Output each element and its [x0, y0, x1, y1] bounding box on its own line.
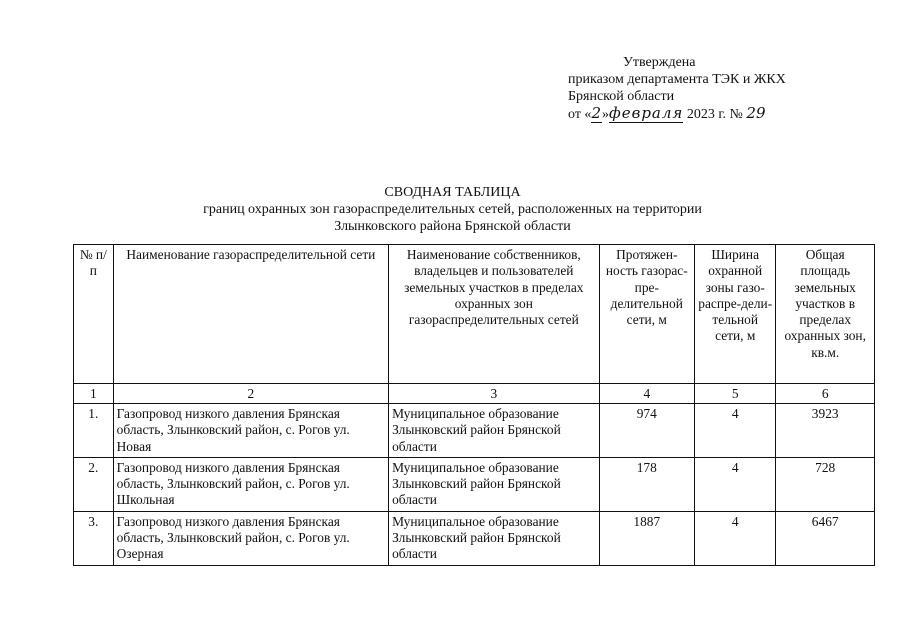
row-length: 1887 — [599, 511, 695, 565]
column-number: 3 — [389, 384, 599, 404]
row-network: Газопровод низкого давления Брянская область, Злынковский район, с. Рогов ул. Школьная — [113, 457, 388, 511]
approval-from-label: от « — [568, 107, 592, 122]
document-title: СВОДНАЯ ТАБЛИЦА — [384, 185, 521, 200]
header-total-area: Общая площадь земельных участков в пределах охранных зон, кв.м. — [776, 245, 875, 384]
column-number: 1 — [74, 384, 114, 404]
column-number: 5 — [695, 384, 776, 404]
row-zone-width: 4 — [695, 404, 776, 458]
row-num: 3. — [74, 511, 114, 565]
row-zone-width: 4 — [695, 511, 776, 565]
column-number: 2 — [113, 384, 388, 404]
header-owners: Наименование собственников, владельцев и пользователей земельных участков в пределах охранных зон газораспределительных сетей — [389, 245, 599, 384]
approval-date-line — [568, 105, 786, 123]
row-length: 178 — [599, 457, 695, 511]
zones-table — [73, 244, 875, 566]
row-zone-width: 4 — [695, 457, 776, 511]
table-row — [74, 511, 875, 565]
row-owner: Муниципальное образование Злынковский район Брянской области — [389, 457, 599, 511]
table-row — [74, 404, 875, 458]
row-num: 1. — [74, 404, 114, 458]
document-subtitle-2: Злынковского района Брянской области — [334, 219, 571, 234]
approval-close-quote: » — [601, 107, 609, 122]
approval-order: приказом департамента ТЭК и ЖКХ — [568, 72, 786, 87]
table-column-numbers-row — [74, 384, 875, 404]
row-network: Газопровод низкого давления Брянская область, Злынковский район, с. Рогов ул. Озерная — [113, 511, 388, 565]
row-num: 2. — [74, 457, 114, 511]
approval-region: Брянской области — [568, 89, 675, 104]
row-owner: Муниципальное образование Злынковский район Брянской области — [389, 511, 599, 565]
header-network: Наименование газораспределительной сети — [113, 245, 388, 384]
header-zone-width: Ширина охранной зоны газо-распре-дели-тельной сети, м — [695, 245, 776, 384]
row-area: 6467 — [776, 511, 875, 565]
approval-block — [568, 54, 786, 123]
document-subtitle-1: границ охранных зон газораспределительных сетей, расположенных на территории — [203, 202, 702, 217]
row-network: Газопровод низкого давления Брянская область, Злынковский район, с. Рогов ул. Новая — [113, 404, 388, 458]
approval-number-label: № — [729, 107, 743, 122]
row-owner: Муниципальное образование Злынковский район Брянской области — [389, 404, 599, 458]
table-row — [74, 457, 875, 511]
table-header-row — [74, 245, 875, 384]
column-number: 6 — [776, 384, 875, 404]
row-length: 974 — [599, 404, 695, 458]
approval-year: 2023 г. — [686, 107, 727, 122]
header-length: Протяжен-ность газорас-пре-делительной сети, м — [599, 245, 695, 384]
column-number: 4 — [599, 384, 695, 404]
approval-month-handwritten: февраля — [608, 104, 684, 122]
approval-day-handwritten: 2 — [591, 104, 602, 122]
approval-approved: Утверждена — [623, 55, 696, 70]
approval-number-handwritten: 29 — [746, 104, 766, 122]
header-num: № п/п — [74, 245, 114, 384]
row-area: 3923 — [776, 404, 875, 458]
row-area: 728 — [776, 457, 875, 511]
